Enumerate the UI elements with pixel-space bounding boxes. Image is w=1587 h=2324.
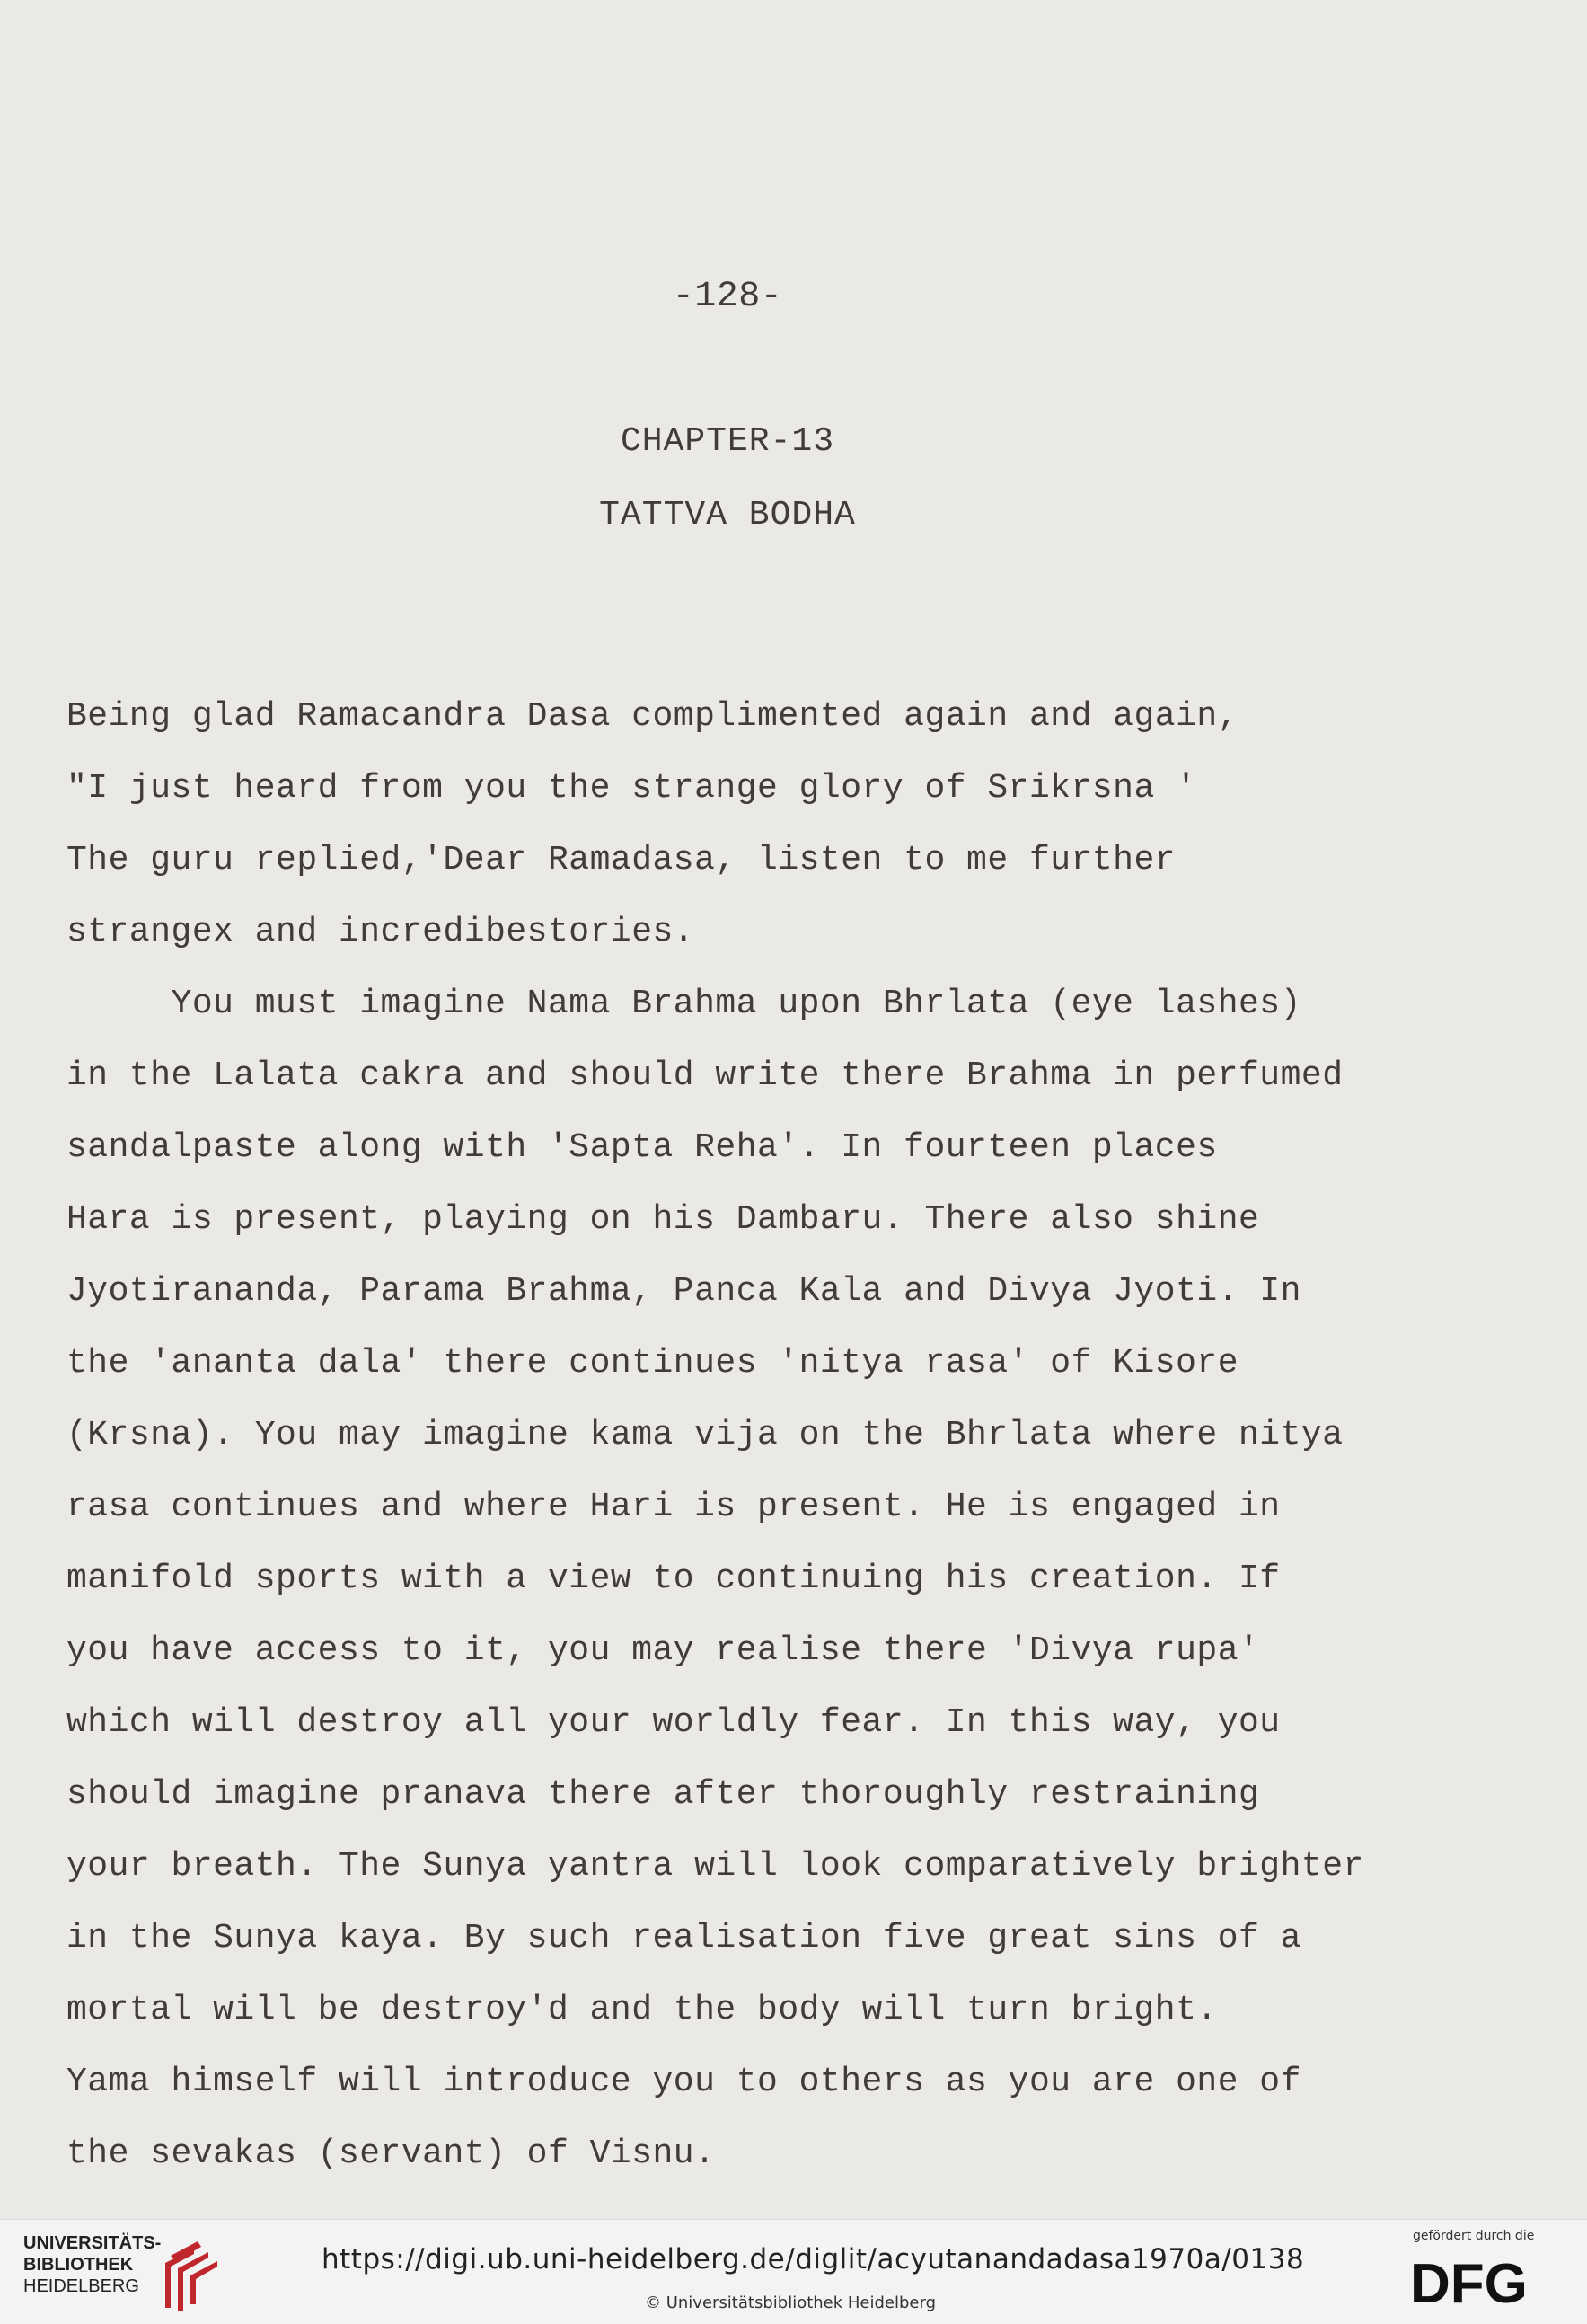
library-logo-icon — [158, 2236, 221, 2313]
text-line: mortal will be destroy'd and the body will turn bright. — [66, 1991, 1218, 2029]
text-line: you have access to it, you may realise there 'Divya rupa' — [66, 1631, 1260, 1670]
text-line: your breath. The Sunya yantra will look comparatively brighter — [66, 1847, 1364, 1886]
text-line: the 'ananta dala' there continues 'nitya rasa' of Kisore — [66, 1344, 1239, 1383]
text-line: Jyotirananda, Parama Brahma, Panca Kala and Divya Jyoti. In — [66, 1272, 1301, 1311]
text-line: "I just heard from you the strange glory of Srikrsna ' — [66, 769, 1197, 808]
body-text — [66, 692, 1521, 2201]
footer-bar — [0, 2219, 1587, 2324]
text-line: in the Sunya kaya. By such realisation five great sins of a — [66, 1919, 1301, 1957]
text-line: strangex and incredibestories. — [66, 913, 695, 951]
text-line: which will destroy all your worldly fear. In this way, you — [66, 1703, 1281, 1742]
chapter-subtitle: TATTVA BODHA — [599, 496, 856, 535]
funded-by-text: gefördert durch die — [1413, 2229, 1535, 2243]
library-name-line: HEIDELBERG — [23, 2276, 139, 2296]
text-line: manifold sports with a view to continuing his creation. If — [66, 1560, 1281, 1598]
library-logo-text — [23, 2232, 167, 2297]
text-line: the sevakas (servant) of Visnu. — [66, 2134, 716, 2173]
library-name-line: BIBLIOTHEK — [23, 2255, 134, 2275]
text-line: sandalpaste along with 'Sapta Reha'. In fourteen places — [66, 1128, 1218, 1167]
chapter-heading: CHAPTER-13 — [620, 422, 835, 461]
text-line: rasa continues and where Hari is present. He is engaged in — [66, 1488, 1281, 1526]
text-line: You must imagine Nama Brahma upon Bhrlata (eye lashes) — [66, 985, 1301, 1023]
text-line: The guru replied,'Dear Ramadasa, listen to me further — [66, 841, 1177, 879]
source-url-link[interactable]: https://digi.ub.uni-heidelberg.de/diglit/acyutanandadasa1970a/0138 — [322, 2243, 1305, 2275]
text-line: in the Lalata cakra and should write there Brahma in perfumed — [66, 1056, 1344, 1095]
dfg-logo-text: DFG — [1410, 2254, 1528, 2310]
page-number: -128- — [672, 277, 783, 317]
dfg-logo-icon — [1410, 2254, 1563, 2310]
text-line: (Krsna). You may imagine kama vija on the Bhrlata where nitya — [66, 1416, 1344, 1454]
text-line: Hara is present, playing on his Dambaru. There also shine — [66, 1200, 1260, 1239]
text-line: Being glad Ramacandra Dasa complimented again and again, — [66, 697, 1239, 736]
library-name-line: UNIVERSITÄTS- — [23, 2233, 162, 2253]
text-line: Yama himself will introduce you to others as you are one of — [66, 2063, 1301, 2101]
text-line: should imagine pranava there after thoroughly restraining — [66, 1775, 1260, 1814]
copyright-text: © Universitätsbibliothek Heidelberg — [645, 2293, 937, 2312]
